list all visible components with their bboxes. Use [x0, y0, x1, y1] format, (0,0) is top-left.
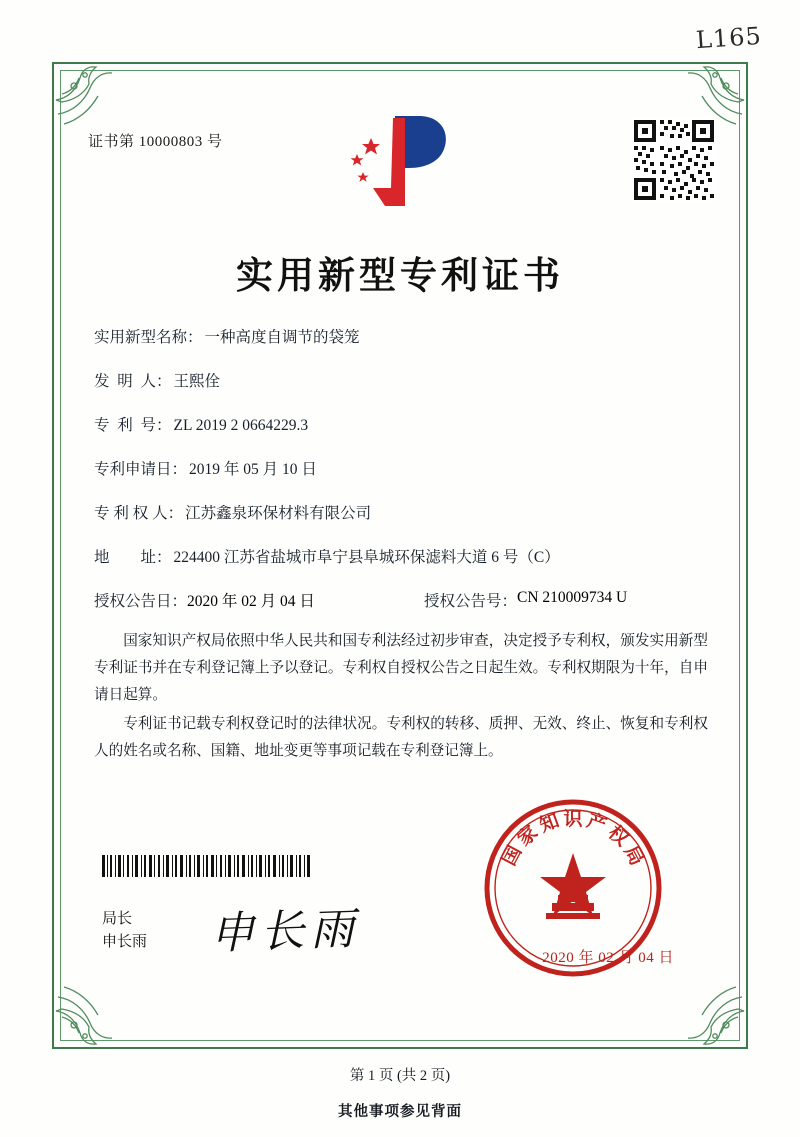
field-value: 一种高度自调节的袋笼 — [204, 329, 360, 346]
field-value: 2019 年 05 月 10 日 — [189, 461, 317, 478]
field-value: 江苏鑫泉环保材料有限公司 — [185, 505, 372, 522]
svg-text:产: 产 — [583, 809, 610, 837]
certificate-number: 证书第 10000803 号 — [88, 134, 223, 150]
svg-text:家: 家 — [513, 821, 543, 851]
page-number: 第 1 页 (共 2 页) — [349, 1068, 451, 1084]
field-label: 专 利 号： — [94, 417, 172, 434]
cnipa-logo-icon — [335, 110, 465, 210]
field-label: 专 利 权 人： — [94, 505, 184, 522]
legal-text — [94, 628, 708, 767]
page-title: 实用新型专利证书 — [236, 253, 564, 297]
qr-code-icon — [632, 118, 716, 202]
grant-date-label: 授权公告日： — [94, 593, 188, 610]
svg-text:局: 局 — [619, 842, 649, 870]
certificate-content — [80, 100, 720, 1027]
field-inventor — [94, 369, 710, 391]
paragraph-1: 国家知识产权局依照中华人民共和国专利法经过初步审查，决定授予专利权，颁发实用新型专利证书并在专利登记簿上予以登记。专利权自授权公告之日起生效。专利权期限为十年，自申请日起算。 — [94, 633, 708, 703]
field-utility-model-name — [94, 325, 710, 347]
grant-number-label: 授权公告号： — [424, 593, 518, 610]
field-publication — [94, 589, 710, 611]
field-address — [94, 545, 710, 567]
grant-date-value: 2020 年 02 月 04 日 — [187, 593, 315, 610]
signer-title: 局长 — [102, 911, 133, 927]
svg-text:国: 国 — [497, 842, 527, 870]
svg-text:识: 识 — [563, 808, 583, 830]
footer-note: 其他事项参见背面 — [338, 1104, 462, 1120]
field-label: 实用新型名称： — [94, 329, 203, 346]
field-value: 224400 江苏省盐城市阜宁县阜城环保滤料大道 6 号（C） — [173, 549, 560, 566]
field-patentee — [94, 501, 710, 523]
fields-list — [94, 325, 710, 617]
signature-handwriting: 申长雨 — [209, 903, 362, 960]
field-patent-number — [94, 413, 710, 435]
barcode-icon — [102, 855, 312, 877]
signature-block — [102, 908, 147, 953]
field-application-date — [94, 457, 710, 479]
svg-text:权: 权 — [603, 821, 633, 851]
signer-name: 申长雨 — [102, 933, 148, 950]
field-value: ZL 2019 2 0664229.3 — [173, 417, 309, 434]
field-value: 王熙佺 — [173, 373, 221, 390]
paragraph-2: 专利证书记载专利权登记时的法律状况。专利权的转移、质押、无效、终止、恢复和专利权人的姓名或名称、国籍、地址变更等事项记载在专利登记簿上。 — [94, 715, 708, 759]
seal-date: 2020 年 02 月 04 日 — [542, 950, 674, 966]
field-label: 专利申请日： — [94, 461, 188, 478]
page-code-handwritten: L165 — [695, 21, 763, 55]
grant-number-value: CN 210009734 U — [517, 589, 628, 606]
field-label: 发 明 人： — [94, 373, 172, 390]
field-label: 地 址： — [94, 549, 172, 566]
svg-text:知: 知 — [536, 809, 563, 837]
